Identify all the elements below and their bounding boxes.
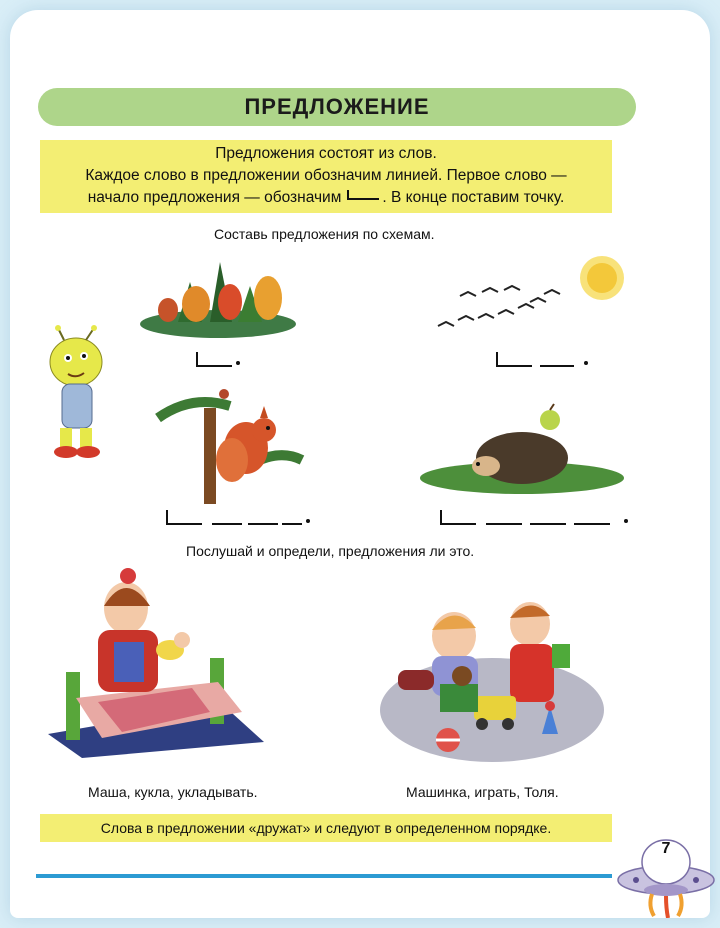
rule-line-2: Каждое слово в предложении обозначим линией. Первое слово — [85, 167, 567, 184]
scheme-one-word [196, 352, 256, 368]
caption-left: Маша, кукла, укладывать. [88, 784, 258, 800]
word-line [212, 523, 242, 525]
first-word-bracket-icon [347, 190, 379, 200]
first-word-line [166, 510, 202, 525]
page-title: ПРЕДЛОЖЕНИЕ [244, 94, 430, 119]
scheme-five-words [440, 510, 640, 526]
word-line [282, 523, 302, 525]
page-number: 7 [661, 840, 671, 857]
task-listen: Послушай и определи, предложения ли это. [186, 543, 475, 559]
alien-character-illustration [38, 322, 118, 462]
rule-line-3-start: начало предложения — обозначим [87, 189, 342, 206]
word-line [530, 523, 566, 525]
rule-line-3-end: . В конце поставим точку. [382, 189, 565, 206]
girl-with-doll-illustration [42, 562, 272, 758]
bottom-rule-box [40, 814, 612, 842]
title-banner [38, 88, 636, 126]
period-dot [584, 361, 588, 365]
word-line [540, 365, 574, 367]
period-dot [236, 361, 240, 365]
task-compose: Составь предложения по схемам. [214, 226, 435, 242]
birds-and-sun-illustration [430, 246, 640, 346]
footer-line [36, 874, 612, 878]
word-line [574, 523, 610, 525]
word-line [248, 523, 278, 525]
rule-box [40, 140, 612, 213]
first-word-line [496, 352, 532, 367]
scheme-four-words [166, 510, 316, 526]
hedgehog-illustration [418, 402, 628, 498]
scheme-two-words [496, 352, 596, 368]
rule-line-3 [40, 187, 612, 209]
bottom-rule-text: Слова в предложении «дружат» и следуют в определенном порядке. [100, 820, 552, 836]
word-line [486, 523, 522, 525]
boys-playing-illustration [378, 596, 610, 766]
first-word-line [440, 510, 476, 525]
rule-line-1: Предложения состоят из слов. [215, 145, 437, 162]
caption-right: Машинка, играть, Толя. [406, 784, 559, 800]
first-word-line [196, 352, 232, 367]
period-dot [624, 519, 628, 523]
forest-illustration [138, 252, 298, 342]
period-dot [306, 519, 310, 523]
squirrel-illustration [152, 388, 312, 506]
